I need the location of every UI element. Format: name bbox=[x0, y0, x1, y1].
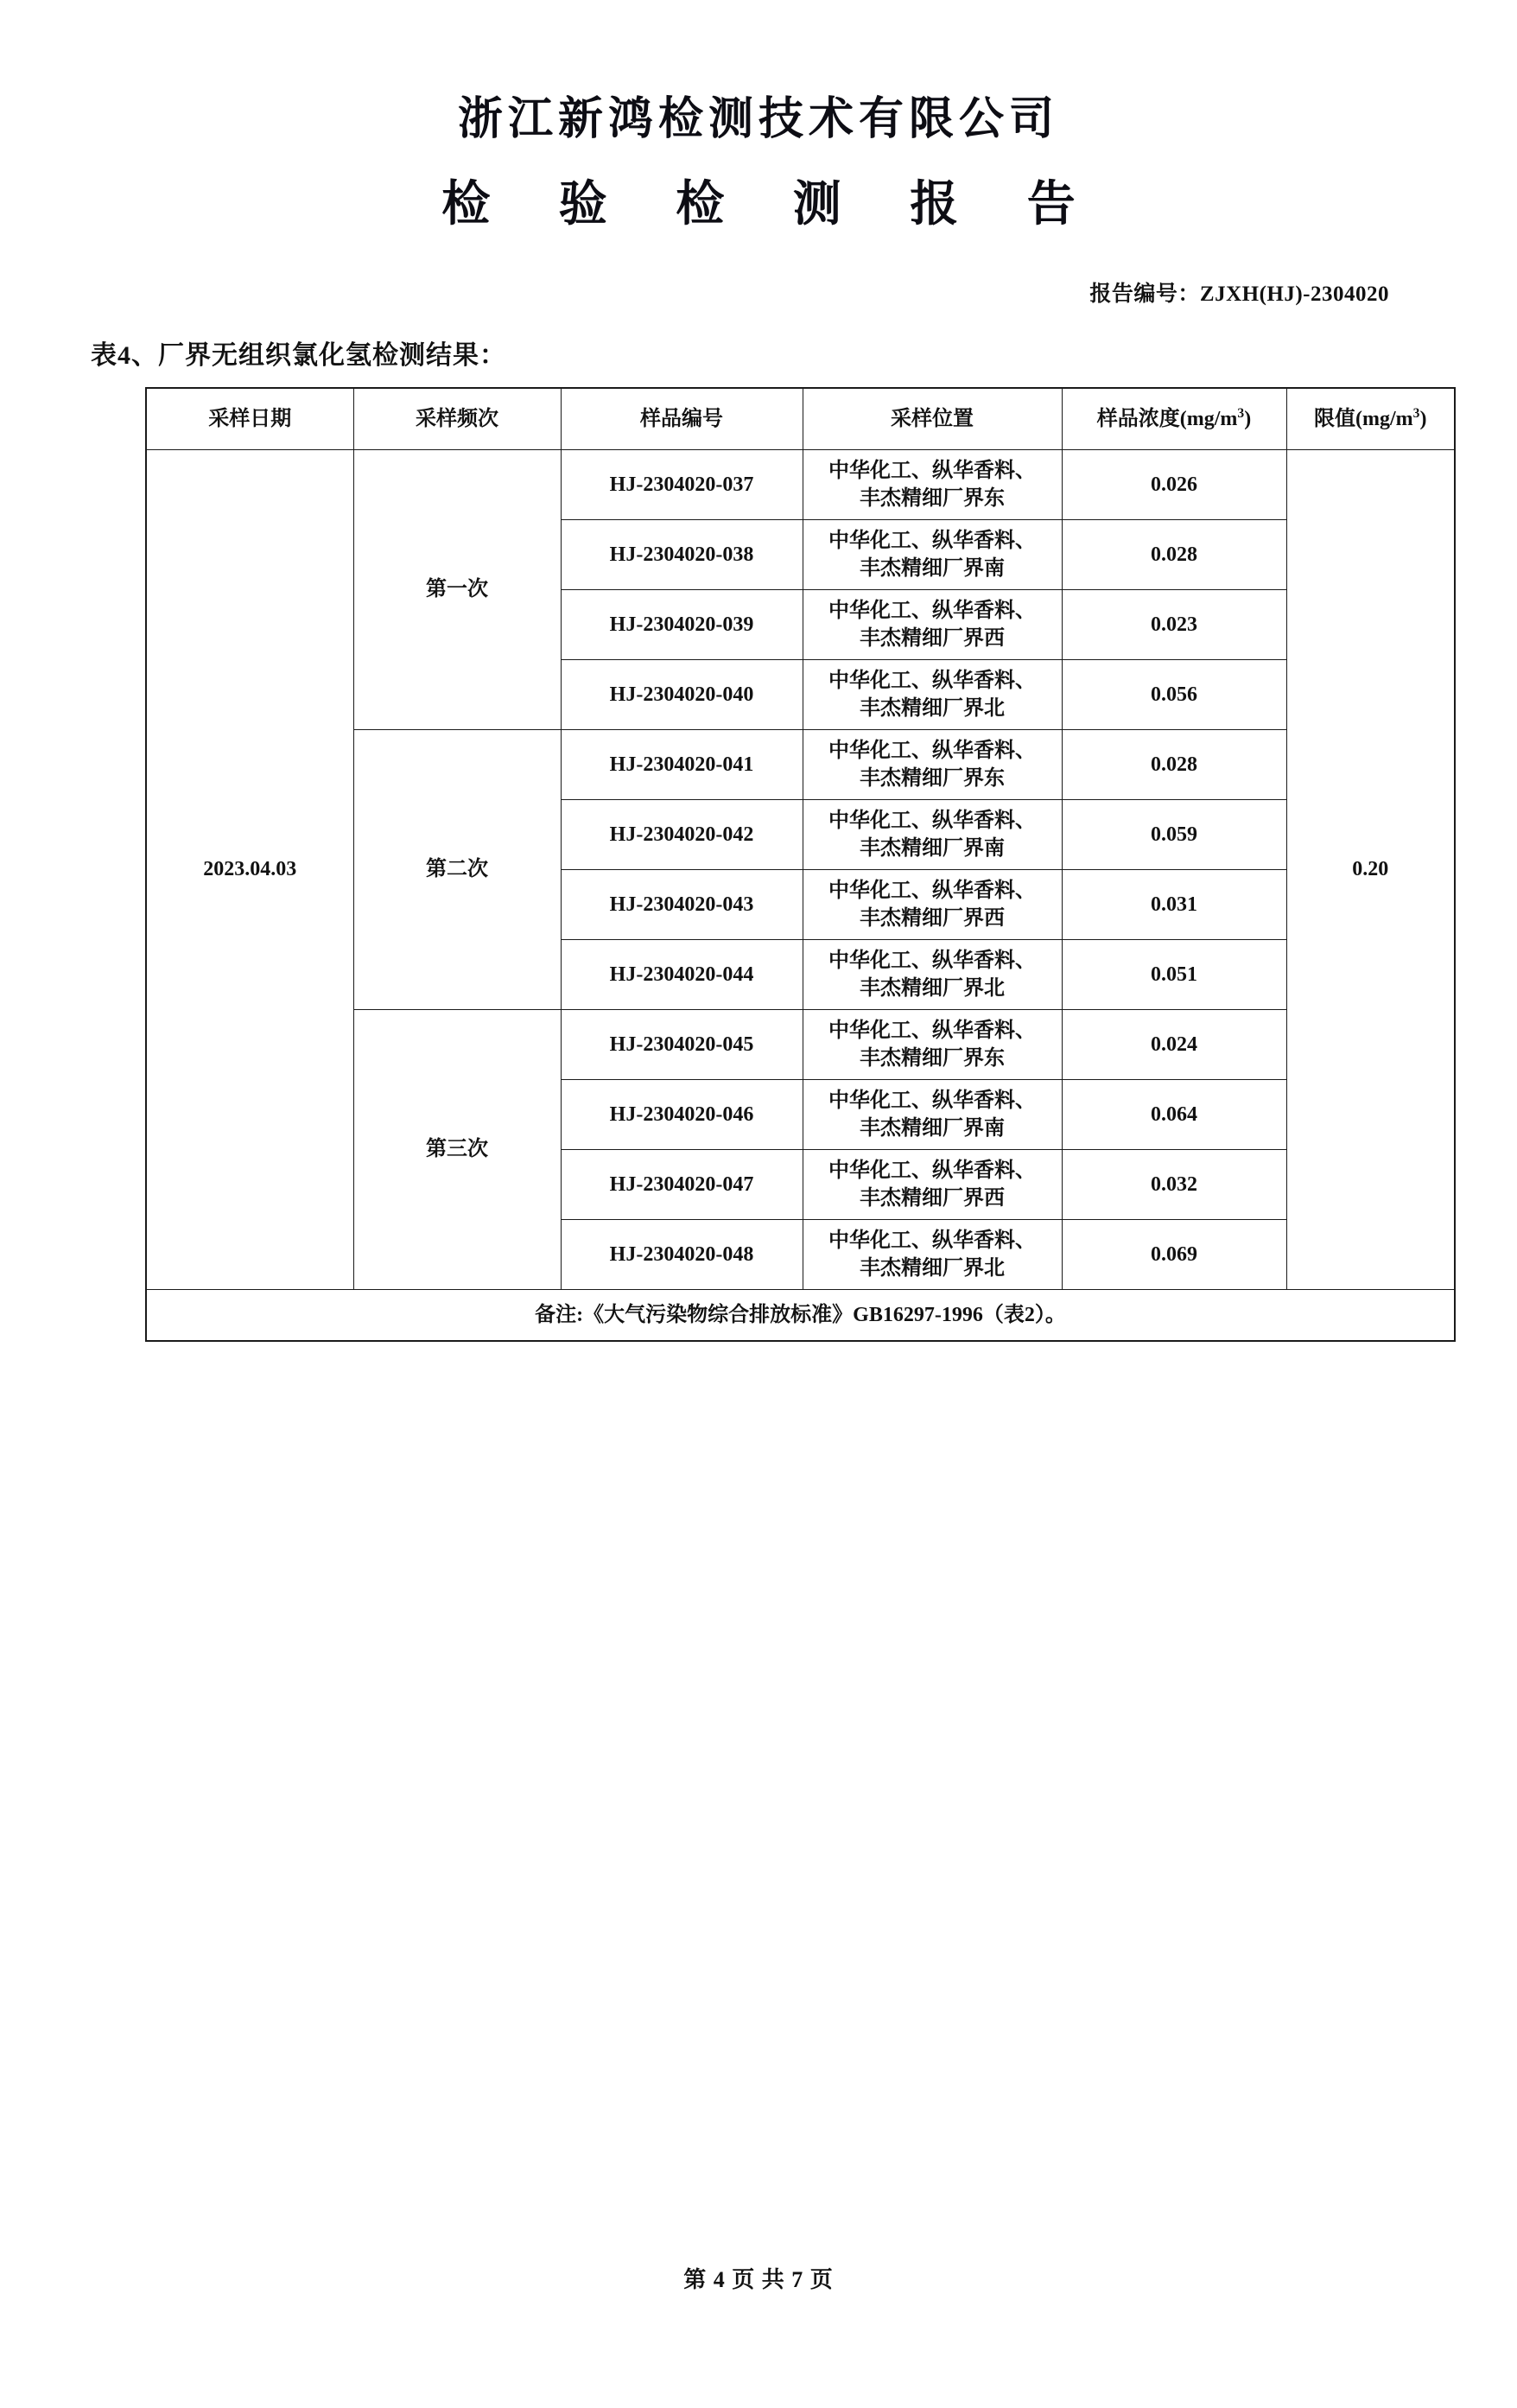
cell-location bbox=[803, 730, 1062, 800]
location-line-1: 中华化工、纵华香料、 bbox=[828, 1019, 1036, 1042]
location-line-1: 中华化工、纵华香料、 bbox=[828, 739, 1036, 762]
cell-location bbox=[803, 1010, 1062, 1080]
location-line-1: 中华化工、纵华香料、 bbox=[828, 949, 1036, 972]
table-body bbox=[146, 450, 1455, 1342]
cell-location bbox=[803, 660, 1062, 730]
cell-limit-value: 0.20 bbox=[1286, 450, 1455, 1290]
location-line-1: 中华化工、纵华香料、 bbox=[828, 1159, 1036, 1182]
report-number: 报告编号：ZJXH(HJ)-2304020 bbox=[1089, 283, 1389, 306]
cell-sample-no: HJ-2304020-040 bbox=[561, 660, 803, 730]
report-title: 检 验 检 测 报 告 bbox=[441, 175, 1101, 232]
cell-sample-no: HJ-2304020-046 bbox=[561, 1080, 803, 1150]
location-line-1: 中华化工、纵华香料、 bbox=[828, 1229, 1036, 1252]
location-line-2: 丰杰精细厂界南 bbox=[860, 837, 1005, 860]
col-header-concentration: 样品浓度$(mg/m^3)$ bbox=[1062, 388, 1286, 450]
cell-concentration: 0.059 bbox=[1062, 800, 1286, 870]
location-line-2: 丰杰精细厂界东 bbox=[860, 1047, 1005, 1070]
results-table bbox=[145, 387, 1456, 1342]
results-table-wrap bbox=[63, 387, 1454, 1342]
location-line-2: 丰杰精细厂界北 bbox=[860, 1257, 1005, 1280]
location-line-2: 丰杰精细厂界西 bbox=[860, 907, 1005, 930]
cell-concentration: 0.069 bbox=[1062, 1220, 1286, 1290]
page-footer: 第 4 页 共 7 页 bbox=[683, 2267, 834, 2292]
location-line-2: 丰杰精细厂界南 bbox=[860, 1117, 1005, 1140]
cell-concentration: 0.032 bbox=[1062, 1150, 1286, 1220]
col-header-limit: 限值$(mg/m^3)$ bbox=[1286, 388, 1455, 450]
location-line-1: 中华化工、纵华香料、 bbox=[828, 809, 1036, 832]
location-line-1: 中华化工、纵华香料、 bbox=[828, 529, 1036, 552]
cell-location bbox=[803, 590, 1062, 660]
cell-location bbox=[803, 1220, 1062, 1290]
table-row bbox=[146, 450, 1455, 520]
cell-sample-no: HJ-2304020-047 bbox=[561, 1150, 803, 1220]
location-line-1: 中华化工、纵华香料、 bbox=[828, 459, 1036, 482]
cell-sample-no: HJ-2304020-038 bbox=[561, 520, 803, 590]
location-line-2: 丰杰精细厂界北 bbox=[860, 697, 1005, 720]
cell-location bbox=[803, 800, 1062, 870]
section-title: 表4、厂界无组织氯化氢检测结果： bbox=[91, 341, 506, 370]
location-line-2: 丰杰精细厂界西 bbox=[860, 1187, 1005, 1210]
table-note: 备注:《大气污染物综合排放标准》GB16297-1996（表2）。 bbox=[146, 1290, 1455, 1342]
location-line-2: 丰杰精细厂界西 bbox=[860, 627, 1005, 650]
cell-concentration: 0.026 bbox=[1062, 450, 1286, 520]
cell-concentration: 0.023 bbox=[1062, 590, 1286, 660]
cell-location bbox=[803, 870, 1062, 940]
col-header-frequency: 采样频次 bbox=[353, 388, 561, 450]
location-line-2: 丰杰精细厂界南 bbox=[860, 557, 1005, 580]
cell-concentration: 0.056 bbox=[1062, 660, 1286, 730]
col-header-date: 采样日期 bbox=[146, 388, 353, 450]
cell-concentration: 0.028 bbox=[1062, 730, 1286, 800]
cell-sample-no: HJ-2304020-043 bbox=[561, 870, 803, 940]
company-title: 浙江新鸿检测技术有限公司 bbox=[457, 92, 1059, 145]
location-line-1: 中华化工、纵华香料、 bbox=[828, 599, 1036, 622]
cell-concentration: 0.051 bbox=[1062, 940, 1286, 1010]
cell-location bbox=[803, 1080, 1062, 1150]
cell-location bbox=[803, 940, 1062, 1010]
location-line-2: 丰杰精细厂界东 bbox=[860, 487, 1005, 510]
location-line-1: 中华化工、纵华香料、 bbox=[828, 879, 1036, 902]
table-note-row bbox=[146, 1290, 1455, 1342]
cell-sample-no: HJ-2304020-048 bbox=[561, 1220, 803, 1290]
cell-frequency-1: 第一次 bbox=[353, 450, 561, 730]
location-line-1: 中华化工、纵华香料、 bbox=[828, 669, 1036, 692]
cell-location bbox=[803, 1150, 1062, 1220]
col-header-sample-no: 样品编号 bbox=[561, 388, 803, 450]
col-header-location: 采样位置 bbox=[803, 388, 1062, 450]
cell-location bbox=[803, 520, 1062, 590]
cell-concentration: 0.024 bbox=[1062, 1010, 1286, 1080]
cell-sample-no: HJ-2304020-041 bbox=[561, 730, 803, 800]
cell-concentration: 0.064 bbox=[1062, 1080, 1286, 1150]
cell-sample-no: HJ-2304020-042 bbox=[561, 800, 803, 870]
report-page bbox=[0, 82, 1517, 2408]
cell-concentration: 0.028 bbox=[1062, 520, 1286, 590]
cell-sample-no: HJ-2304020-039 bbox=[561, 590, 803, 660]
cell-frequency-2: 第二次 bbox=[353, 730, 561, 1010]
location-line-2: 丰杰精细厂界东 bbox=[860, 767, 1005, 790]
cell-frequency-3: 第三次 bbox=[353, 1010, 561, 1290]
cell-location bbox=[803, 450, 1062, 520]
location-line-2: 丰杰精细厂界北 bbox=[860, 977, 1005, 1000]
cell-sample-no: HJ-2304020-044 bbox=[561, 940, 803, 1010]
cell-sample-no: HJ-2304020-045 bbox=[561, 1010, 803, 1080]
cell-sample-no: HJ-2304020-037 bbox=[561, 450, 803, 520]
cell-sampling-date: 2023.04.03 bbox=[146, 450, 353, 1290]
location-line-1: 中华化工、纵华香料、 bbox=[828, 1089, 1036, 1112]
table-header-row bbox=[146, 388, 1455, 450]
cell-concentration: 0.031 bbox=[1062, 870, 1286, 940]
